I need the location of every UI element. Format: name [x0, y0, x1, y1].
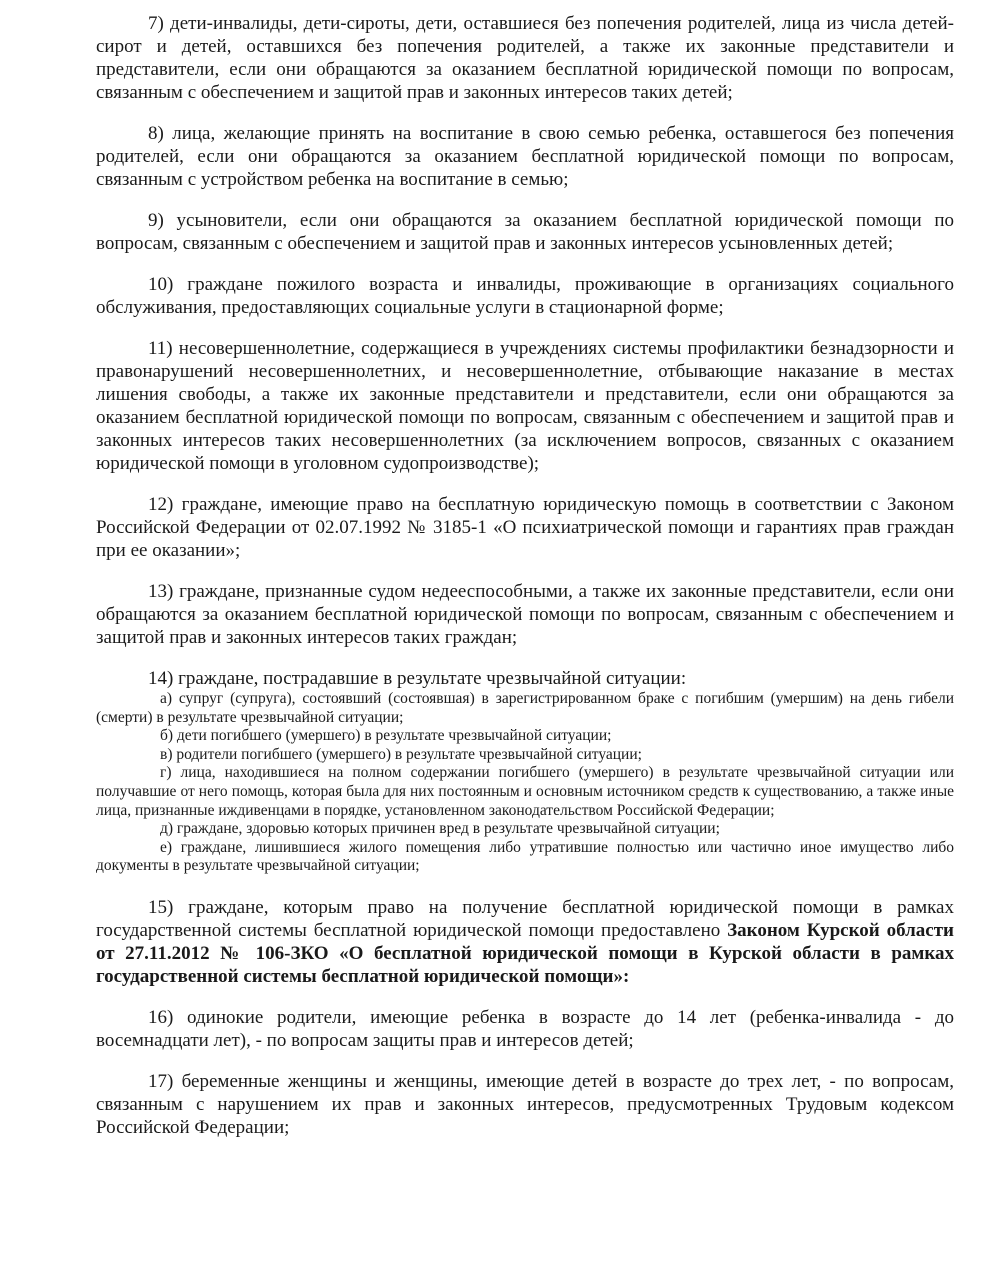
list-item-13: 13) граждане, признанные судом недееспособными, а также их законные представители, если они обращаются за оказанием бесплатной юридической помощи по вопросам, связанным с обеспечением и защитой прав и законных интересов таких граждан;: [96, 581, 954, 648]
list-subitem-d: д) граждане, здоровью которых причинен вред в результате чрезвычайной ситуации;: [160, 820, 720, 838]
list-subitem-a: а) супруг (супруга), состоявший (состоявшая) в зарегистрированном браке с погибшим (умершим) на день гибели (смерти) в результате чрезвычайной ситуации;: [96, 690, 954, 726]
list-subitem-g: г) лица, находившиеся на полном содержании погибшего (умершего) в результате чрезвычайной ситуации или получавшие от него помощь, которая была для них постоянным и основным источником средств к существованию, а также иные лица, признанные иждивенцами в порядке, установленном законодательством Российской Федерации;: [96, 764, 954, 819]
list-item-11: 11) несовершеннолетние, содержащиеся в учреждениях системы профилактики безнадзорности и правонарушений несовершеннолетних, и несовершеннолетние, отбывающие наказание в местах лишения свободы, а также их законные представители и представители, если они обращаются за оказанием бесплатной юридической помощи по вопросам, связанным с обеспечением и защитой прав и законных интересов таких несовершеннолетних (за исключением вопросов, связанных с оказанием юридической помощи в уголовном судопроизводстве);: [96, 338, 954, 474]
list-subitem-b: б) дети погибшего (умершего) в результате чрезвычайной ситуации;: [160, 727, 612, 745]
list-item-14: [96, 667, 954, 876]
list-item-15: [96, 896, 954, 988]
list-item-9: 9) усыновители, если они обращаются за оказанием бесплатной юридической помощи по вопросам, связанным с обеспечением и защитой прав и законных интересов усыновленных детей;: [96, 210, 954, 254]
list-item-10: 10) граждане пожилого возраста и инвалиды, проживающие в организациях социального обслуживания, предоставляющих социальные услуги в стационарной форме;: [96, 274, 954, 318]
list-item-15-text: 15) граждане, которым право на получение бесплатной юридической помощи в рамках государственной системы бесплатной юридической помощи предоставлено: [96, 896, 954, 941]
list-item-15-law-reference: Законом Курской области от 27.11.2012 № 106-ЗКО «О бесплатной юридической помощи в Курской области в рамках государственной системы бесплатной юридической помощи»:: [96, 919, 954, 987]
list-subitem-e: е) граждане, лишившиеся жилого помещения либо утратившие полностью или частично иное имущество либо документы в результате чрезвычайной ситуации;: [96, 838, 954, 875]
document-page: [96, 12, 954, 1157]
list-item-14-lead: 14) граждане, пострадавшие в результате чрезвычайной ситуации:: [148, 668, 687, 689]
list-subitem-v: в) родители погибшего (умершего) в результате чрезвычайной ситуации;: [160, 745, 642, 763]
list-item-12: 12) граждане, имеющие право на бесплатную юридическую помощь в соответствии с Законом Российской Федерации от 02.07.1992 № 3185-1 «О психиатрической помощи и гарантиях прав граждан при ее оказании»;: [96, 494, 954, 561]
list-item-7: 7) дети-инвалиды, дети-сироты, дети, оставшиеся без попечения родителей, лица из числа детей-сирот и детей, оставшихся без попечения родителей, а также их законные представители и представители, если они обращаются за оказанием бесплатной юридической помощи по вопросам, связанным с обеспечением и защитой прав и законных интересов таких детей;: [96, 13, 954, 103]
list-item-8: 8) лица, желающие принять на воспитание в свою семью ребенка, оставшегося без попечения родителей, если они обращаются за оказанием бесплатной юридической помощи по вопросам, связанным с устройством ребенка на воспитание в семью;: [96, 123, 954, 190]
list-item-17: 17) беременные женщины и женщины, имеющие детей в возрасте до трех лет, - по вопросам, связанным с нарушением их прав и законных интересов, предусмотренных Трудовым кодексом Российской Федерации;: [96, 1070, 954, 1138]
list-item-16: 16) одинокие родители, имеющие ребенка в возрасте до 14 лет (ребенка-инвалида - до восемнадцати лет), - по вопросам защиты прав и интересов детей;: [96, 1006, 954, 1051]
